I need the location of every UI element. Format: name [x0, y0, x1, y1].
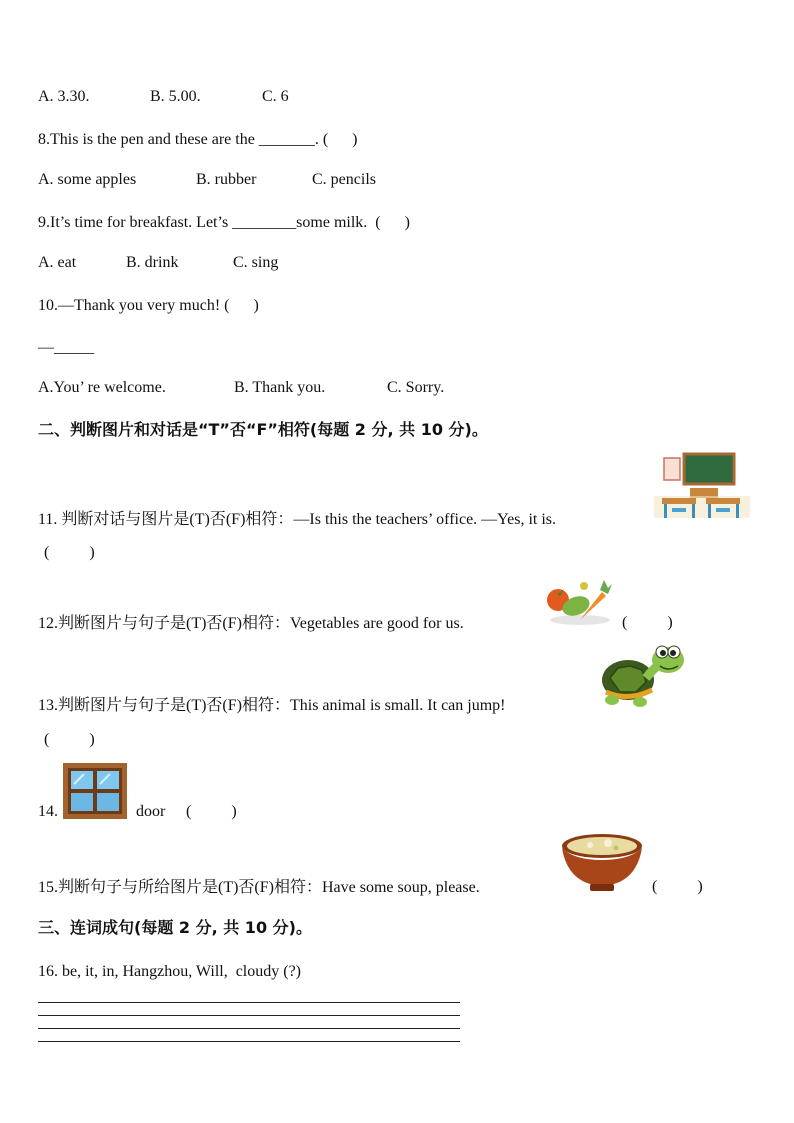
answer-line-2[interactable] [38, 1015, 460, 1016]
q7-option-c: C. 6 [262, 88, 289, 105]
q9-option-b: B. drink [126, 254, 179, 271]
q9-option-a: A. eat [38, 254, 77, 271]
q9-question: 9.It’s time for breakfast. Let’s ________some milk. ( ) [38, 214, 410, 231]
section-3-title: 三、连词成句(每题 2 分, 共 10 分)。 [38, 918, 312, 937]
q10-reply-blank: —_____ [38, 339, 94, 356]
vegetables-picture [544, 576, 614, 628]
q10-option-a: A.You’ re welcome. [38, 379, 166, 396]
q7-option-b: B. 5.00. [150, 88, 201, 105]
classroom-picture [654, 450, 750, 526]
q13-question: 13.判断图片与句子是(T)否(F)相符：This animal is small. It can jump! [38, 697, 506, 714]
q14-answer-blank[interactable]: ( ) [186, 803, 237, 820]
q8-question: 8.This is the pen and these are the _______. ( ) [38, 131, 358, 148]
answer-line-1[interactable] [38, 1002, 460, 1003]
q10-option-c: C. Sorry. [387, 379, 445, 396]
q12-answer-blank[interactable]: ( ) [622, 614, 673, 631]
q11-answer-blank[interactable]: ( ) [44, 544, 95, 561]
q8-option-b: B. rubber [196, 171, 257, 188]
q15-question: 15.判断句子与所给图片是(T)否(F)相符：Have some soup, please. [38, 879, 480, 896]
q14-number: 14. [38, 803, 58, 820]
answer-line-3[interactable] [38, 1028, 460, 1029]
q14-word: door [136, 803, 166, 820]
q10-option-b: B. Thank you. [234, 379, 326, 396]
q15-answer-blank[interactable]: ( ) [652, 878, 703, 895]
section-2-title: 二、判断图片和对话是“T”否“F”相符(每题 2 分, 共 10 分)。 [38, 420, 488, 439]
q11-question: 11. 判断对话与图片是(T)否(F)相符：—Is this the teachers’ office. —Yes, it is. [38, 511, 557, 528]
q10-question: 10.—Thank you very much! ( ) [38, 297, 259, 314]
window-picture [62, 762, 128, 820]
q7-option-a: A. 3.30. [38, 88, 90, 105]
turtle-picture [598, 642, 688, 712]
q8-option-a: A. some apples [38, 171, 137, 188]
answer-line-4[interactable] [38, 1041, 460, 1042]
q13-answer-blank[interactable]: ( ) [44, 731, 95, 748]
q8-option-c: C. pencils [312, 171, 376, 188]
soup-bowl-picture [560, 830, 644, 894]
q9-option-c: C. sing [233, 254, 279, 271]
q12-question: 12.判断图片与句子是(T)否(F)相符：Vegetables are good for us. [38, 615, 464, 632]
q16-question: 16. be, it, in, Hangzhou, Will, cloudy (?) [38, 963, 302, 980]
